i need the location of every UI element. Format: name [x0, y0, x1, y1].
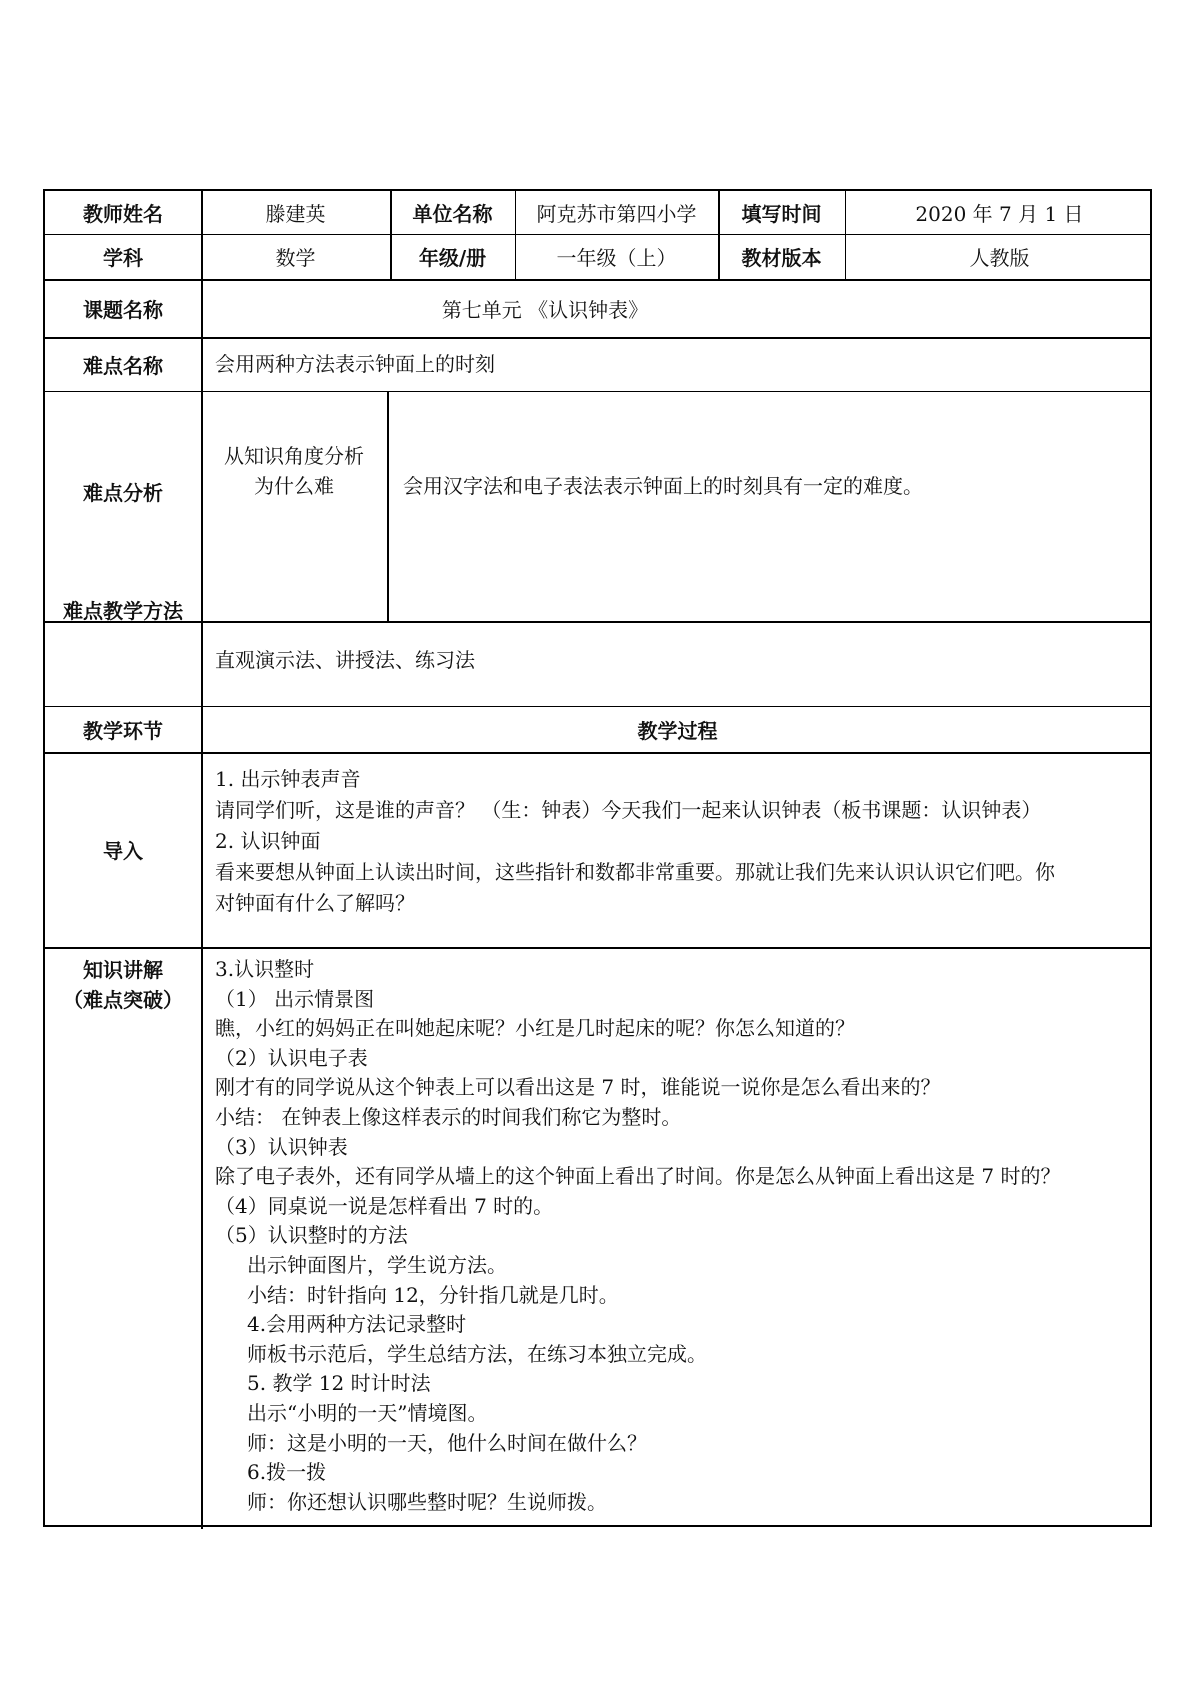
- topic-label: 课题名称: [83, 297, 163, 322]
- row-divider: [45, 391, 1150, 392]
- knowledge-line: 3.认识整时: [215, 957, 315, 981]
- fill-date-value: 2020 年 7 月 1 日: [915, 202, 1084, 226]
- unit-name-label: 单位名称: [412, 202, 493, 226]
- teacher-name-label: 教师姓名: [83, 202, 163, 226]
- analysis-sub-label-line2: 为什么难: [254, 474, 334, 498]
- fill-date-label: 填写时间: [741, 202, 822, 226]
- knowledge-line: 出示“小明的一天”情境图。: [247, 1400, 488, 1425]
- intro-label: 导入: [103, 839, 143, 863]
- knowledge-line: 4.会用两种方法记录整时: [247, 1312, 467, 1337]
- unit-name-value: 阿克苏市第四小学: [536, 202, 697, 226]
- edition-label: 教材版本: [741, 246, 822, 270]
- grade-label: 年级/册: [418, 246, 487, 270]
- topic-value: 第七单元 《认识钟表》: [441, 297, 649, 322]
- row-divider: [45, 752, 1150, 754]
- column-divider: [201, 191, 203, 1529]
- lesson-plan-table: [43, 189, 1152, 1527]
- knowledge-label-line1: 知识讲解: [83, 958, 163, 982]
- knowledge-line: 师：这是小明的一天，他什么时间在做什么？: [247, 1430, 647, 1455]
- row-divider: [45, 947, 1150, 949]
- knowledge-line: 刚才有的同学说从这个钟表上可以看出这是 7 时，谁能说一说你是怎么看出来的？: [215, 1075, 941, 1100]
- difficulty-label: 难点名称: [83, 353, 163, 378]
- knowledge-line: （3）认识钟表: [215, 1134, 348, 1159]
- knowledge-line: 小结： 在钟表上像这样表示的时间我们称它为整时。: [215, 1104, 682, 1129]
- row-divider: [45, 621, 1150, 623]
- knowledge-label: [45, 953, 201, 1017]
- knowledge-line: （4）同桌说一说是怎样看出 7 时的。: [215, 1193, 554, 1218]
- knowledge-label-line2: （难点突破）: [63, 988, 183, 1012]
- analysis-sub-label-line1: 从知识角度分析: [224, 444, 364, 468]
- process-content-header: 教学过程: [637, 718, 718, 743]
- knowledge-line: 6.拨一拨: [247, 1460, 327, 1485]
- grade-value: 一年级（上）: [556, 246, 677, 270]
- intro-content: [215, 764, 1145, 919]
- method-value: 直观演示法、讲授法、练习法: [215, 648, 475, 672]
- process-stage-header: 教学环节: [83, 718, 163, 743]
- knowledge-line: （5）认识整时的方法: [215, 1223, 408, 1248]
- knowledge-line: 5. 教学 12 时计时法: [247, 1371, 431, 1396]
- subject-value: 数学: [275, 246, 316, 270]
- knowledge-content: [215, 955, 1145, 1517]
- knowledge-line: 除了电子表外，还有同学从墙上的这个钟面上看出了时间。你是怎么从钟面上看出这是 7 时的？: [215, 1164, 1061, 1189]
- intro-line: 2. 认识钟面: [215, 829, 321, 853]
- intro-line: 1. 出示钟表声音: [215, 767, 361, 791]
- knowledge-line: （2）认识电子表: [215, 1045, 368, 1070]
- intro-line: 看来要想从钟面上认读出时间，这些指针和数都非常重要。那就让我们先来认识认识它们吧。你: [215, 860, 1055, 884]
- knowledge-line: （1） 出示情景图: [215, 986, 375, 1011]
- knowledge-line: 出示钟面图片，学生说方法。: [247, 1252, 507, 1277]
- analysis-sub-label: [201, 431, 387, 511]
- edition-value: 人教版: [969, 246, 1030, 270]
- intro-line: 请同学们听，这是谁的声音？ （生：钟表）今天我们一起来认识钟表（板书课题：认识钟表）: [215, 798, 1042, 822]
- knowledge-line: 小结：时针指向 12，分针指几就是几时。: [247, 1282, 619, 1307]
- teacher-name-value: 滕建英: [265, 202, 326, 226]
- method-label: 难点教学方法: [63, 598, 183, 623]
- knowledge-line: 师板书示范后，学生总结方法，在练习本独立完成。: [247, 1341, 707, 1366]
- knowledge-line: 师：你还想认识哪些整时呢？生说师拨。: [247, 1489, 607, 1514]
- analysis-label: 难点分析: [83, 480, 163, 505]
- knowledge-line: 瞧，小红的妈妈正在叫她起床呢？小红是几时起床的呢？你怎么知道的？: [215, 1016, 855, 1041]
- analysis-value: 会用汉字法和电子表法表示钟面上的时刻具有一定的难度。: [403, 474, 923, 498]
- difficulty-value: 会用两种方法表示钟面上的时刻: [215, 351, 495, 376]
- intro-line: 对钟面有什么了解吗？: [215, 891, 415, 915]
- column-divider: [387, 391, 389, 621]
- subject-label: 学科: [103, 246, 143, 270]
